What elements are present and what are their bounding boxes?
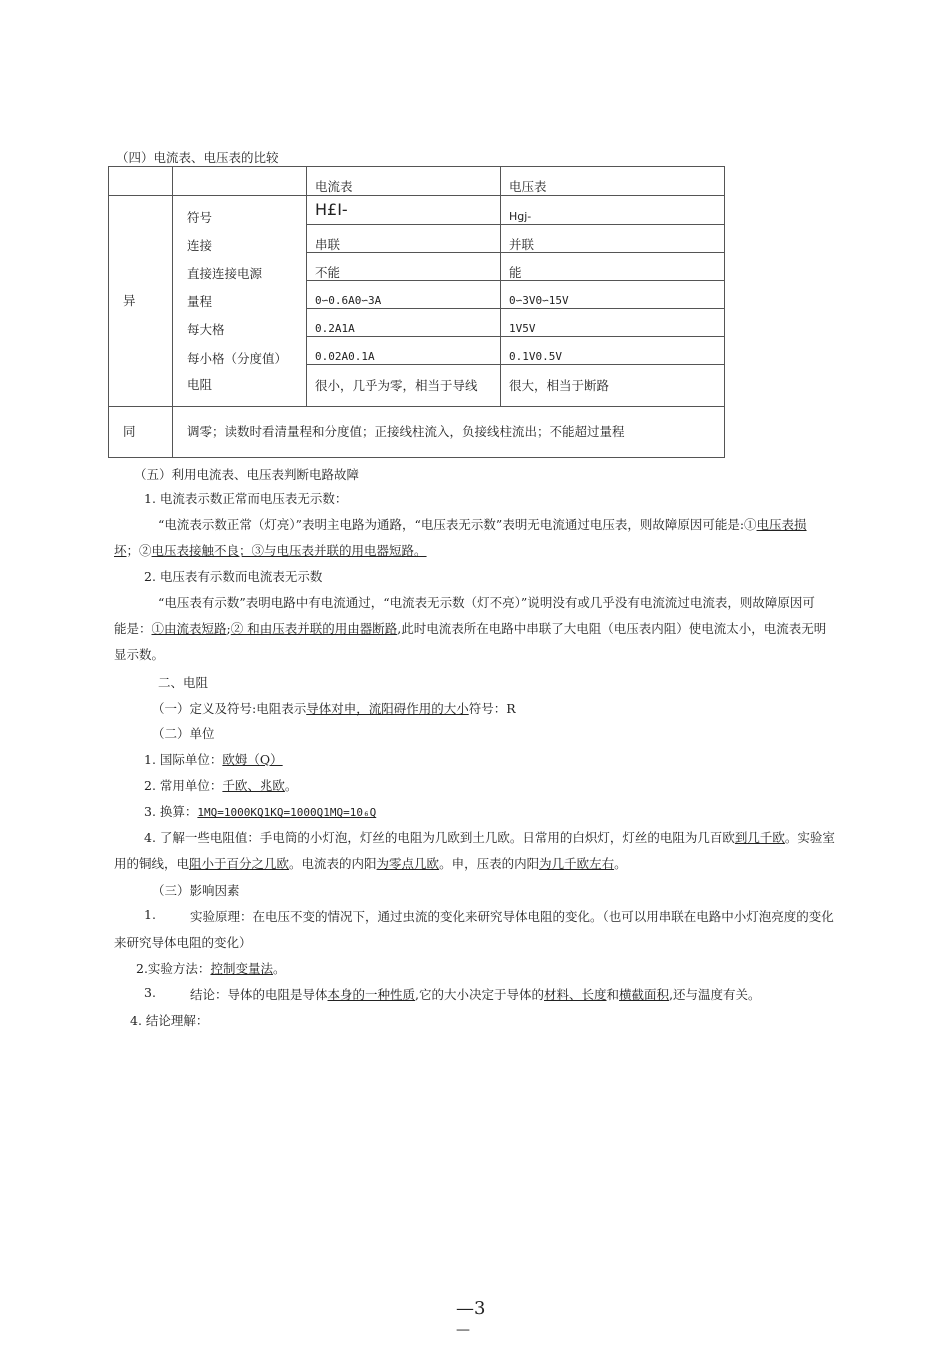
ammeter-cell: 0∽0.6A0∽3A (307, 281, 501, 309)
table-row (109, 309, 725, 337)
row-item: 符号 (173, 196, 307, 225)
fault-item-2-title: 2. 电压表有示数而电流表无示数 (144, 569, 323, 584)
ammeter-cell: 0.02A0.1A (307, 337, 501, 365)
table-row (109, 337, 725, 365)
unit-item-2: 2. 常用单位：千欧、兆欧。 (144, 778, 298, 793)
section-heading-fault: （五）利用电流表、电压表判断电路故障 (134, 467, 360, 482)
header-cell-empty (109, 167, 173, 196)
diff-label: 异 (109, 196, 173, 407)
ammeter-cell: 很小，几乎为零，相当于导线 (307, 365, 501, 407)
fault-item-1-line-1: “电流表示数正常（灯亮）”表明主电路为通路，“电压表无示数”表明无电流通过电压表，则故障原因可能是:①电压表损 (158, 517, 807, 532)
voltmeter-symbol: Hgj- (501, 196, 725, 225)
fault-item-1-title: 1. 电流表示数正常而电压表无示数： (144, 491, 348, 506)
row-item: 每大格 (173, 309, 307, 337)
factor-item-4: 4. 结论理解： (130, 1013, 209, 1028)
table-row (109, 365, 725, 407)
voltmeter-cell: 并联 (501, 225, 725, 253)
unit-item-4-line-2: 用的铜线，电阻小于百分之几欧。电流表的内阳为零点几欧。申，压表的内阳为几千欧左右。 (114, 856, 627, 871)
comparison-table (108, 166, 725, 458)
unit-item-3: 3. 换算：1MQ=1000KQ1KQ=1000Q1MQ=10₆Q (144, 804, 377, 819)
table-row (109, 225, 725, 253)
unit-item-1: 1. 国际单位：欧姆（Q） (144, 752, 283, 767)
header-voltmeter: 电压表 (501, 167, 725, 196)
row-item: 量程 (173, 281, 307, 309)
row-item: 每小格（分度值） (173, 337, 307, 365)
unit-item-4-line-1: 4. 了解一些电阻值：手电筒的小灯泡，灯丝的电阻为几欧到土几欧。日常用的白炽灯，灯丝的电阻为几百欧到几千欧。实验室 (144, 830, 835, 845)
factor-item-1-line-1: 实验原理：在电压不变的情况下，通过虫流的变化来研究导体电阻的变化。（也可以用串联在电路中小灯泡亮度的变化 (190, 909, 834, 924)
header-cell-empty (173, 167, 307, 196)
unit-heading: （二）单位 (152, 726, 215, 741)
ammeter-symbol: H£I- (307, 196, 501, 225)
voltmeter-cell: 1V5V (501, 309, 725, 337)
table-row (109, 196, 725, 225)
voltmeter-cell: 能 (501, 253, 725, 281)
ammeter-cell: 不能 (307, 253, 501, 281)
factor-item-3-number: 3. (144, 985, 156, 1000)
row-item: 连接 (173, 225, 307, 253)
voltmeter-cell: 很大，相当于断路 (501, 365, 725, 407)
same-text: 调零；读数时看清量程和分度值；正接线柱流入，负接线柱流出；不能超过量程 (173, 407, 725, 458)
factors-heading: （三）影响因素 (152, 883, 240, 898)
factor-item-1-line-2: 来研究导体电阻的变化） (114, 935, 252, 950)
page-number-dash: — (456, 1322, 470, 1338)
factor-item-1-number: 1. (144, 907, 156, 922)
fault-item-2-line-2: 能是：①由流表短路;② 和由压表并联的用由器断路,此时电流表所在电路中串联了大电阻（电压表内阻）使电流太小，电流表无明 (114, 621, 827, 636)
resistance-heading: 二、电阻 (158, 675, 209, 690)
factor-item-2: 2.实验方法：控制变量法。 (136, 961, 286, 976)
section-heading-comparison: （四）电流表、电压表的比较 (116, 150, 279, 165)
header-ammeter: 电流表 (307, 167, 501, 196)
factor-item-3: 结论：导体的电阻是导体本身的一种性质,它的大小决定于导体的材料、长度和横截面积,还与温度有关。 (190, 987, 761, 1002)
table-row (109, 281, 725, 309)
voltmeter-cell: 0∽3V0∽15V (501, 281, 725, 309)
table-header-row (109, 167, 725, 196)
ammeter-cell: 串联 (307, 225, 501, 253)
table-row (109, 253, 725, 281)
table-row-same (109, 407, 725, 458)
fault-item-1-line-2: 坏；②电压表接触不良；③与电压表并联的用电器短路。 (114, 543, 427, 558)
voltmeter-cell: 0.1V0.5V (501, 337, 725, 365)
ammeter-cell: 0.2A1A (307, 309, 501, 337)
row-item: 直接连接电源 (173, 253, 307, 281)
resistance-definition: （一）定义及符号:电阻表示导体对申，流阳碍作用的大小符号：R (152, 701, 516, 716)
fault-item-2-line-1: “电压表有示数”表明电路中有电流通过，“电流表无示数（灯不亮）”说明没有或几乎没有电流流过电流表，则故障原因可 (158, 595, 815, 610)
fault-item-2-line-3: 显示数。 (114, 647, 165, 662)
row-item: 电阻 (173, 365, 307, 407)
same-label: 同 (109, 407, 173, 458)
page-number: —3 (456, 1298, 486, 1319)
